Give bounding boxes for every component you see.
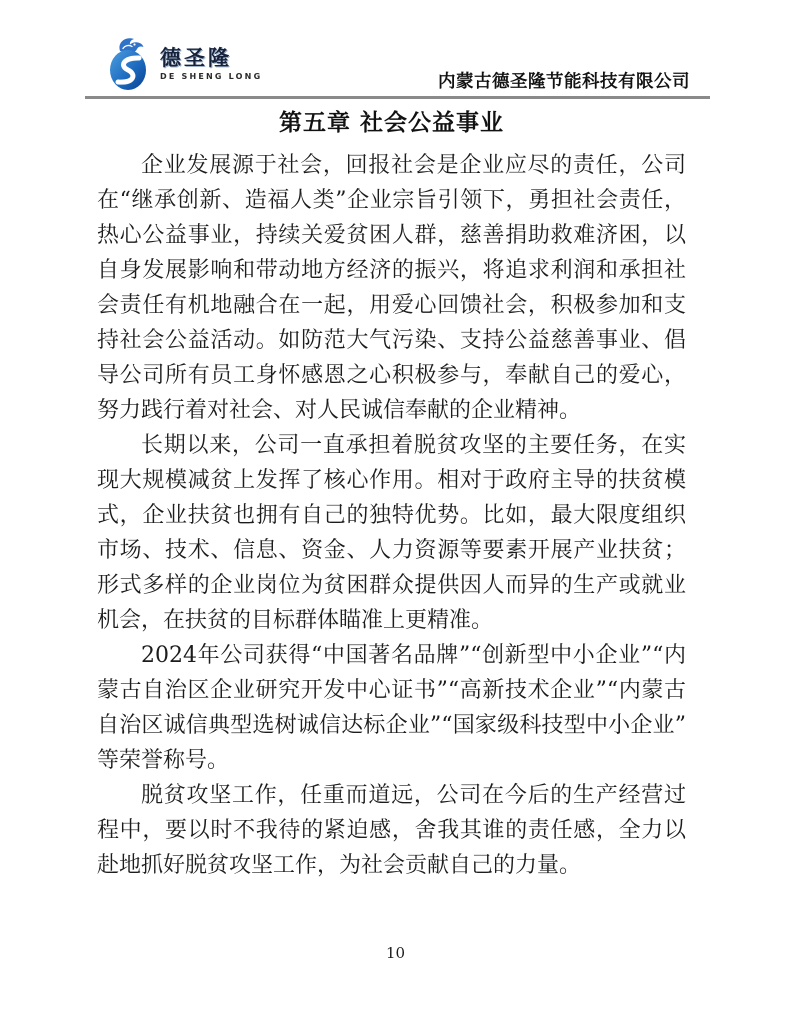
logo-wordmark — [160, 45, 263, 81]
body-paragraph: 2024年公司获得“中国著名品牌”“创新型中小企业”“内蒙古自治区企业研究开发中心证书”“高新技术企业”“内蒙古自治区诚信典型选树诚信达标企业”“国家级科技型中小企业”等荣誉称号。 — [97, 643, 686, 773]
logo-cn-text: 德圣隆 — [160, 45, 232, 70]
chapter-title: 第五章 社会公益事业 — [278, 109, 504, 136]
page-header — [85, 0, 710, 99]
body-paragraph: 脱贫攻坚工作，任重而道远，公司在今后的生产经营过程中，要以时不我待的紧迫感，舍我其谁的责任感，全力以赴地抓好脱贫攻坚工作，为社会贡献自己的力量。 — [97, 783, 686, 878]
dragon-logo-icon — [107, 36, 153, 92]
logo-en-text: DE SHENG LONG — [160, 71, 263, 81]
page-number: 10 — [385, 944, 406, 962]
document-body — [97, 148, 686, 883]
company-logo — [107, 36, 262, 92]
body-paragraph: 长期以来，公司一直承担着脱贫攻坚的主要任务，在实现大规模减贫上发挥了核心作用。相对于政府主导的扶贫模式，企业扶贫也拥有自己的独特优势。比如，最大限度组织市场、技术、信息、资金、人力资源等要素开展产业扶贫；形式多样的企业岗位为贫困群众提供因人而异的生产或就业机会，在扶贫的目标群体瞄准上更精准。 — [97, 433, 686, 633]
company-name: 内蒙古德圣隆节能科技有限公司 — [438, 72, 690, 92]
document-content — [97, 104, 686, 883]
body-paragraph: 企业发展源于社会，回报社会是企业应尽的责任，公司在“继承创新、造福人类”企业宗旨引领下，勇担社会责任，热心公益事业，持续关爱贫困人群，慈善捐助救难济困，以自身发展影响和带动地方经济的振兴，将追求利润和承担社会责任有机地融合在一起，用爱心回馈社会，积极参加和支持社会公益活动。如防范大气污染、支持公益慈善事业、倡导公司所有员工身怀感恩之心积极参与，奉献自己的爱心，努力践行着对社会、对人民诚信奉献的企业精神。 — [97, 153, 686, 423]
